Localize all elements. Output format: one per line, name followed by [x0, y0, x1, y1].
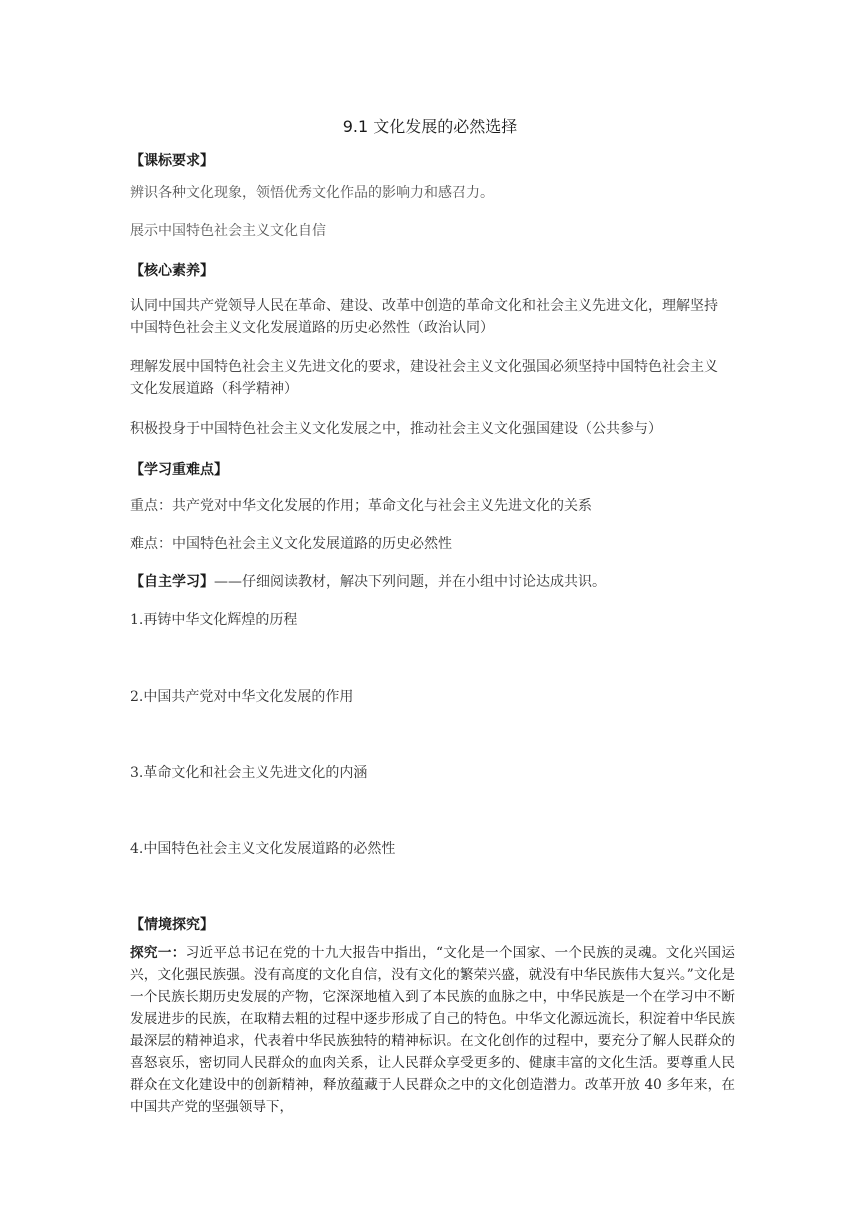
explore-one-label: 探究一： [130, 945, 186, 961]
explore-one-paragraph [130, 942, 735, 1118]
selfstudy-line [130, 571, 730, 593]
selfstudy-question-4: 4.中国特色社会主义文化发展道路的必然性 [130, 841, 396, 857]
keypoints-difficult: 难点：中国特色社会主义文化发展道路的历史必然性 [130, 536, 452, 552]
selfstudy-heading: 【自主学习】 [130, 574, 214, 590]
explore-one-text: 习近平总书记在党的十九大报告中指出，“文化是一个国家、一个民族的灵魂。文化兴国运兴，文化强民族强。没有高度的文化自信，没有文化的繁荣兴盛，就没有中华民族伟大复兴。”文化是一个民族长期历史发展的产物，它深深地植入到了本民族的血脉之中，中华民族是一个在学习中不断发展进步的民族，在取精去粗的过程中逐步形成了自己的特色。中华文化源远流长，积淀着中华民族最深层的精神追求，代表着中华民族独特的精神标识。在文化创作的过程中，要充分了解人民群众的喜怒哀乐，密切同人民群众的血肉关系，让人民群众享受更多的、健康丰富的文化生活。要尊重人民群众在文化建设中的创新精神，释放蕴藏于人民群众之中的文化创造潜力。改革开放 40 多年来，在中国共产党的坚强领导下， [130, 945, 736, 1115]
selfstudy-question-2: 2.中国共产党对中华文化发展的作用 [130, 689, 354, 705]
curriculum-line-1: 辨识各种文化现象，领悟优秀文化作品的影响力和感召力。 [130, 185, 494, 201]
selfstudy-question-3: 3.革命文化和社会主义先进文化的内涵 [130, 765, 368, 781]
literacy-item-1: 认同中国共产党领导人民在革命、建设、改革中创造的革命文化和社会主义先进文化，理解坚持中国特色社会主义文化发展道路的历史必然性（政治认同） [130, 298, 718, 336]
selfstudy-question-1: 1.再铸中华文化辉煌的历程 [130, 612, 298, 628]
situation-heading: 【情境探究】 [130, 917, 214, 933]
literacy-item-3: 积极投身于中国特色社会主义文化发展之中，推动社会主义文化强国建设（公共参与） [130, 421, 662, 437]
literacy-item-2: 理解发展中国特色社会主义先进文化的要求，建设社会主义文化强国必须坚持中国特色社会主义文化发展道路（科学精神） [130, 359, 718, 397]
literacy-heading: 【核心素养】 [130, 263, 214, 279]
document-title: 9.1 文化发展的必然选择 [342, 117, 518, 136]
keypoints-important: 重点：共产党对中华文化发展的作用；革命文化与社会主义先进文化的关系 [130, 498, 592, 514]
curriculum-heading: 【课标要求】 [130, 153, 214, 169]
selfstudy-instruction: ——仔细阅读教材，解决下列问题，并在小组中讨论达成共识。 [214, 574, 606, 590]
curriculum-line-2: 展示中国特色社会主义文化自信 [130, 223, 326, 239]
keypoints-heading: 【学习重难点】 [130, 462, 228, 478]
